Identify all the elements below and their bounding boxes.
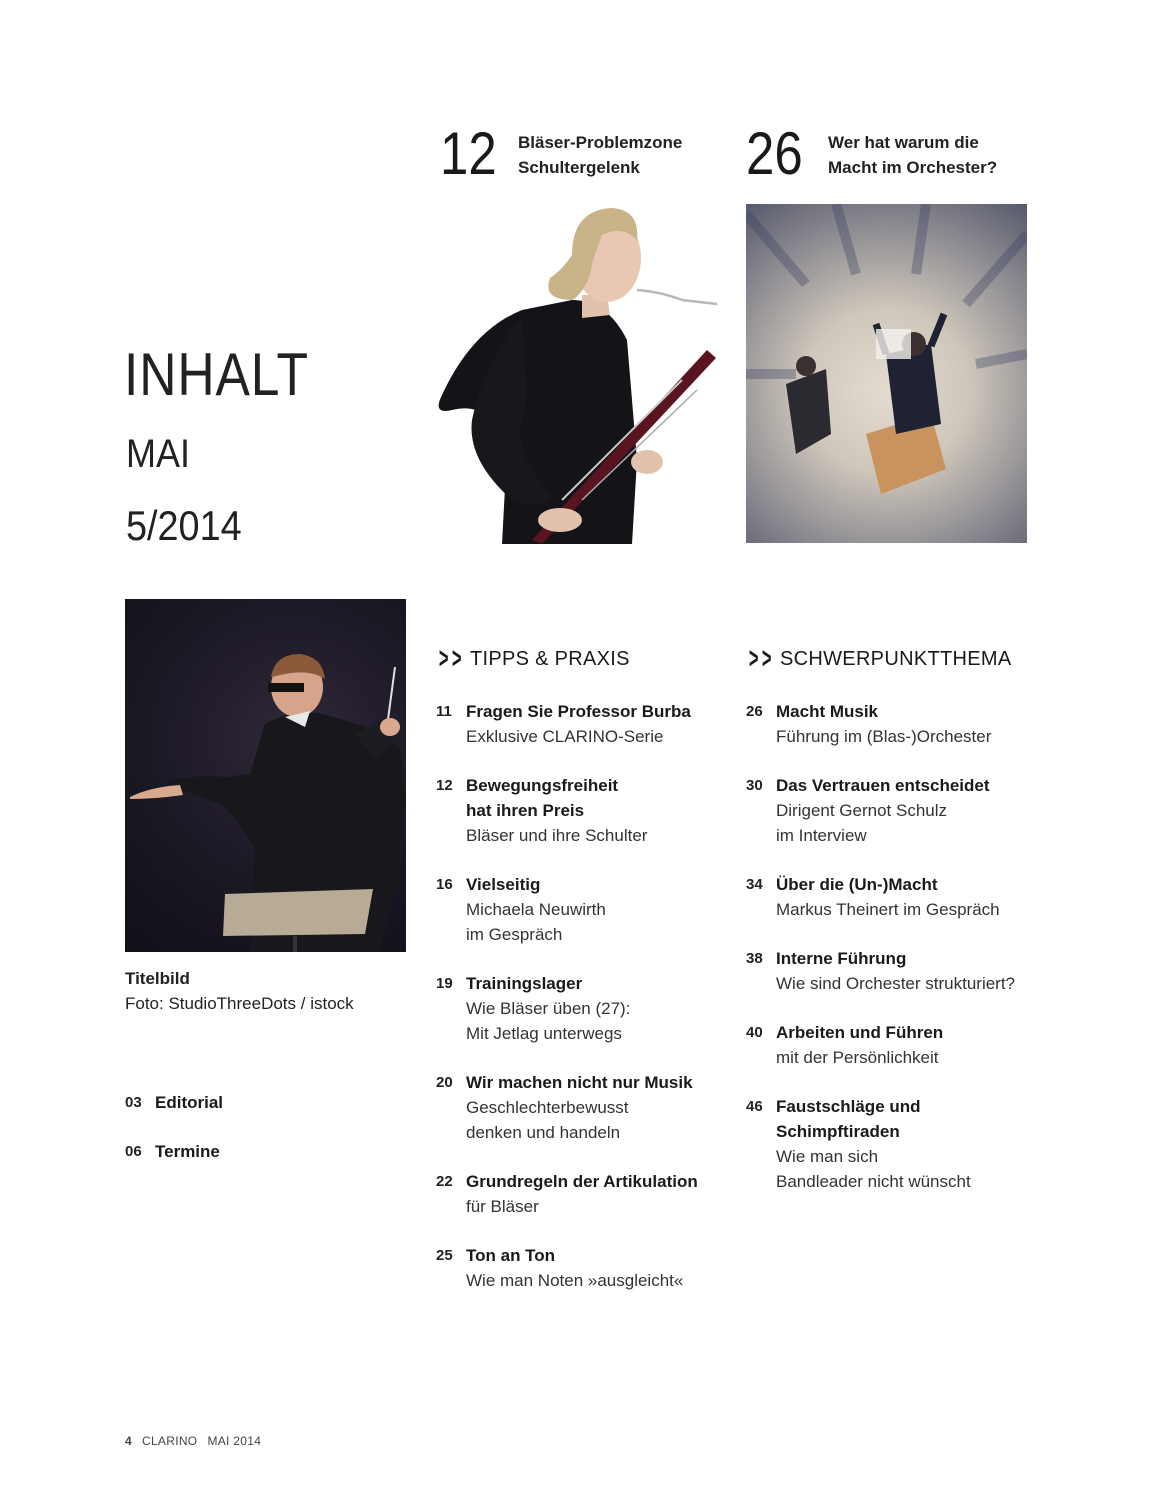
toc-page-number: 12 bbox=[436, 777, 453, 794]
toc-subtitle: Michaela Neuwirth bbox=[466, 900, 606, 919]
issue-month: MAI bbox=[126, 432, 191, 476]
toc-entry[interactable] bbox=[436, 1070, 736, 1145]
feature-teaser[interactable] bbox=[518, 130, 682, 180]
toc-title: Fragen Sie Professor Burba bbox=[466, 702, 691, 721]
toc-subtitle: Führung im (Blas-)Orchester bbox=[776, 727, 992, 746]
toc-entry[interactable] bbox=[746, 773, 1046, 848]
toc-entry[interactable] bbox=[436, 872, 736, 947]
toc-title: Grundregeln der Artikulation bbox=[466, 1172, 698, 1191]
feature-teaser[interactable] bbox=[828, 130, 997, 180]
toc-title: Faustschläge und bbox=[776, 1097, 921, 1116]
toc-entry[interactable] bbox=[125, 1090, 385, 1115]
toc-page-number: 40 bbox=[746, 1024, 763, 1041]
left-toc bbox=[125, 1090, 385, 1188]
feature-teaser-line: Wer hat warum die bbox=[828, 133, 979, 152]
toc-page-number: 20 bbox=[436, 1074, 453, 1091]
footer-magazine: CLARINO bbox=[141, 1434, 198, 1448]
toc-subtitle: für Bläser bbox=[466, 1197, 539, 1216]
toc-entry[interactable] bbox=[746, 872, 1046, 922]
toc-page-number: 38 bbox=[746, 950, 763, 967]
orchestra-photo bbox=[746, 204, 1027, 543]
double-chevron-icon: > > bbox=[438, 642, 462, 675]
cover-caption bbox=[125, 966, 354, 1016]
double-chevron-icon: > > bbox=[748, 642, 772, 675]
toc-subtitle: Geschlechterbewusst bbox=[466, 1098, 629, 1117]
feature-page-number: 26 bbox=[746, 120, 803, 187]
toc-entry[interactable] bbox=[746, 699, 1046, 749]
toc-title: Schimpftiraden bbox=[776, 1122, 900, 1141]
toc-subtitle: Wie Bläser üben (27): bbox=[466, 999, 631, 1018]
toc-title: Vielseitig bbox=[466, 875, 541, 894]
feature-teaser-line: Schultergelenk bbox=[518, 158, 640, 177]
toc-title: Editorial bbox=[155, 1093, 224, 1112]
section-header-schwerpunkt bbox=[746, 642, 1012, 675]
toc-subtitle: Markus Theinert im Gespräch bbox=[776, 900, 1000, 919]
page-footer bbox=[125, 1434, 271, 1448]
toc-subtitle: Mit Jetlag unterwegs bbox=[466, 1024, 622, 1043]
toc-entry[interactable] bbox=[746, 1094, 1046, 1194]
toc-page-number: 30 bbox=[746, 777, 763, 794]
toc-page-number: 22 bbox=[436, 1173, 453, 1190]
toc-subtitle: mit der Persönlichkeit bbox=[776, 1048, 939, 1067]
toc-title: hat ihren Preis bbox=[466, 801, 585, 820]
toc-subtitle: Bandleader nicht wünscht bbox=[776, 1172, 971, 1191]
toc-entry[interactable] bbox=[436, 1243, 736, 1293]
feature-teaser-line: Bläser-Problemzone bbox=[518, 133, 683, 152]
toc-page-number: 26 bbox=[746, 703, 763, 720]
page-title: INHALT bbox=[124, 341, 309, 408]
toc-list-schwerpunkt bbox=[746, 699, 1046, 1218]
toc-title: Macht Musik bbox=[776, 702, 879, 721]
toc-subtitle: Exklusive CLARINO-Serie bbox=[466, 727, 664, 746]
toc-entry[interactable] bbox=[125, 1139, 385, 1164]
toc-entry[interactable] bbox=[436, 699, 736, 749]
toc-entry[interactable] bbox=[746, 1020, 1046, 1070]
toc-subtitle: im Gespräch bbox=[466, 925, 563, 944]
toc-title: Termine bbox=[155, 1142, 220, 1161]
toc-title: Ton an Ton bbox=[466, 1246, 556, 1265]
cover-credit: Foto: StudioThreeDots / istock bbox=[125, 994, 354, 1013]
toc-title: Wir machen nicht nur Musik bbox=[466, 1073, 693, 1092]
cover-label: Titelbild bbox=[125, 969, 190, 988]
toc-subtitle: Wie man sich bbox=[776, 1147, 879, 1166]
toc-entry[interactable] bbox=[436, 971, 736, 1046]
toc-title: Interne Führung bbox=[776, 949, 907, 968]
toc-page-number: 19 bbox=[436, 975, 453, 992]
toc-page-number: 25 bbox=[436, 1247, 453, 1264]
bassoonist-photo bbox=[432, 200, 722, 544]
toc-subtitle: im Interview bbox=[776, 826, 867, 845]
toc-subtitle: Wie sind Orchester strukturiert? bbox=[776, 974, 1016, 993]
toc-title: Bewegungsfreiheit bbox=[466, 776, 619, 795]
toc-page-number: 11 bbox=[436, 703, 452, 720]
footer-issue: MAI 2014 bbox=[207, 1434, 262, 1448]
section-header-tipps bbox=[436, 642, 630, 675]
toc-title: Trainingslager bbox=[466, 974, 583, 993]
toc-subtitle: Bläser und ihre Schulter bbox=[466, 826, 648, 845]
cover-photo bbox=[125, 599, 406, 952]
section-title: TIPPS & PRAXIS bbox=[470, 647, 630, 670]
toc-page-number: 46 bbox=[746, 1098, 763, 1115]
toc-title: Über die (Un-)Macht bbox=[776, 875, 938, 894]
toc-page-number: 03 bbox=[125, 1094, 142, 1111]
issue-number: 5/2014 bbox=[126, 502, 242, 549]
toc-entry[interactable] bbox=[436, 1169, 736, 1219]
toc-page-number: 06 bbox=[125, 1143, 142, 1160]
toc-subtitle: Dirigent Gernot Schulz bbox=[776, 801, 948, 820]
feature-page-number: 12 bbox=[440, 120, 497, 187]
footer-page-number: 4 bbox=[125, 1434, 132, 1448]
toc-subtitle: denken und handeln bbox=[466, 1123, 621, 1142]
toc-page-number: 16 bbox=[436, 876, 453, 893]
toc-entry[interactable] bbox=[436, 773, 736, 848]
feature-teaser-line: Macht im Orchester? bbox=[828, 158, 998, 177]
toc-title: Arbeiten und Führen bbox=[776, 1023, 944, 1042]
section-title: SCHWERPUNKTTHEMA bbox=[780, 647, 1012, 670]
toc-title: Das Vertrauen entscheidet bbox=[776, 776, 990, 795]
toc-page-number: 34 bbox=[746, 876, 763, 893]
toc-list-tipps bbox=[436, 699, 736, 1317]
toc-entry[interactable] bbox=[746, 946, 1046, 996]
toc-subtitle: Wie man Noten »ausgleicht« bbox=[466, 1271, 684, 1290]
